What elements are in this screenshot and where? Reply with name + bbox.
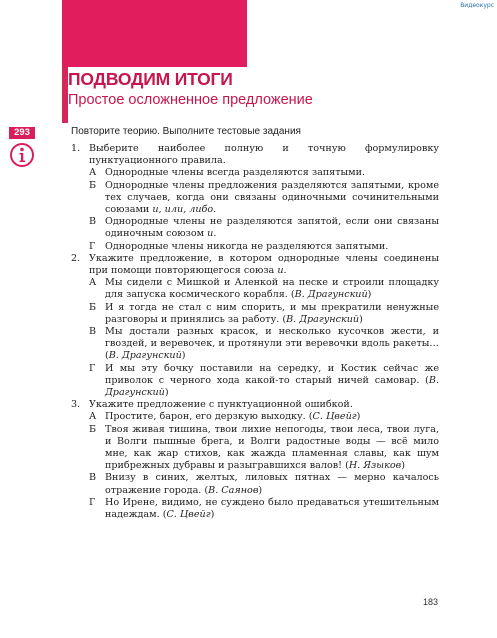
option-closing: ) (356, 411, 361, 423)
option-text: Простите, барон, его дерзкую выходку. ( (105, 411, 313, 423)
answer-option (71, 497, 439, 521)
exercise-instruction: Повторите теорию. Выполните тестовые задания (71, 126, 301, 137)
option-closing: ) (210, 509, 215, 521)
option-text: Однородные члены никогда не разделяются запятыми. (105, 240, 389, 252)
question-list (71, 143, 439, 521)
answer-option (71, 411, 439, 423)
option-text: И я тогда не стал с ним спорить, и мы прекратили ненужные разговоры и принялись за работу. ( (105, 301, 439, 325)
option-text: Однородные члены предложения разделяются запятыми, кроме тех случаев, когда они связаны одиночными сочинительными союзами (105, 179, 439, 216)
answer-option (71, 277, 439, 301)
question-number: 1. (71, 143, 81, 154)
option-author: В. Драгунский (105, 374, 439, 399)
option-text: Мы сидели с Мишкой и Аленкой на песке и строили площадку для запуска космического корабля. ( (105, 277, 439, 301)
option-letter: В (89, 216, 97, 228)
info-icon (10, 143, 34, 167)
question (71, 399, 439, 411)
answer-option (71, 241, 439, 253)
option-author: С. Цвейг (166, 509, 211, 521)
answer-option (71, 167, 439, 179)
page-subtitle: Простое осложненное предложение (68, 92, 313, 108)
question-number: 2. (71, 252, 81, 264)
question (71, 253, 439, 277)
option-letter: А (89, 167, 97, 179)
option-letter: В (89, 472, 97, 484)
answer-option (71, 326, 439, 363)
option-closing: ) (359, 313, 363, 325)
option-author: С. Цвейг (312, 411, 357, 423)
option-text: Однородные члены всегда разделяются запятыми. (105, 167, 366, 179)
question-text: Укажите предложение, в котором однородные члены соединены при помощи повторяющегося союза (89, 252, 439, 277)
answer-option (71, 363, 439, 400)
option-author: Н. Языков (348, 460, 402, 472)
option-text: Однородные члены не разделяются запятой, если они связаны одиночным союзом (105, 216, 439, 240)
question-text-emphasis: и. (277, 265, 287, 277)
option-author: В. Драгунский (108, 350, 182, 362)
option-letter: Б (89, 179, 97, 191)
question-number: 3. (71, 399, 81, 411)
option-letter: Г (89, 496, 96, 508)
answer-option (71, 216, 439, 240)
page-number: 183 (423, 597, 439, 607)
option-closing: ) (401, 460, 405, 472)
option-author: В. Драгунский (294, 289, 368, 301)
option-letter: Б (89, 423, 97, 435)
question-text: Укажите предложение с пунктуационной ошибкой. (89, 399, 353, 411)
option-closing: ) (258, 484, 263, 496)
option-text: Твоя живая тишина, твои лихие непогоды, твои леса, твои луга, и Волги пышные брега, и Волги радостные воды — всё мило мне, как жар стихов, как жажда пламенная славы, как шум прибрежных дубравы и разыгравшихся валов! ( (105, 423, 439, 472)
header-color-block (62, 0, 247, 67)
question (71, 143, 439, 167)
option-author: и, или, либо. (152, 204, 217, 216)
answer-option (71, 302, 439, 326)
option-author: и. (207, 228, 217, 240)
option-letter: Г (89, 362, 96, 374)
answer-option (71, 424, 439, 473)
option-closing: ) (367, 289, 372, 301)
option-closing: ) (164, 387, 169, 399)
option-closing: ) (181, 350, 186, 362)
option-letter: А (89, 411, 97, 423)
option-text: Внизу в синих, желтых, лиловых пятнах — мерно качалось отражение города. ( (105, 472, 439, 496)
option-letter: А (89, 277, 97, 289)
option-text: Мы достали разных красок, и несколько кусочков жести, и гвоздей, и веревочек, и протянули эти веревочки вдоль ракеты… ( (105, 326, 439, 362)
option-text: Но Ирене, видимо, не суждено было предаваться утешительным надеждам. ( (105, 496, 439, 521)
option-author: В. Драгунский (286, 313, 360, 325)
page-title: ПОДВОДИМ ИТОГИ (68, 69, 233, 89)
option-letter: Б (89, 301, 97, 313)
option-letter: В (89, 326, 97, 338)
option-letter: Г (89, 240, 96, 252)
option-text: И мы эту бочку поставили на середку, и Костик сейчас же приволок с черного хода какой-то старый ничей самовар. ( (105, 362, 439, 386)
answer-option (71, 472, 439, 496)
answer-option (71, 180, 439, 217)
option-author: В. Саянов (208, 484, 259, 496)
publisher-logo: Видеокурс (460, 2, 494, 9)
exercise-number: 293 (9, 127, 35, 139)
question-text: Выберите наиболее полную и точную формулировку пунктуационного правила. (89, 143, 439, 167)
